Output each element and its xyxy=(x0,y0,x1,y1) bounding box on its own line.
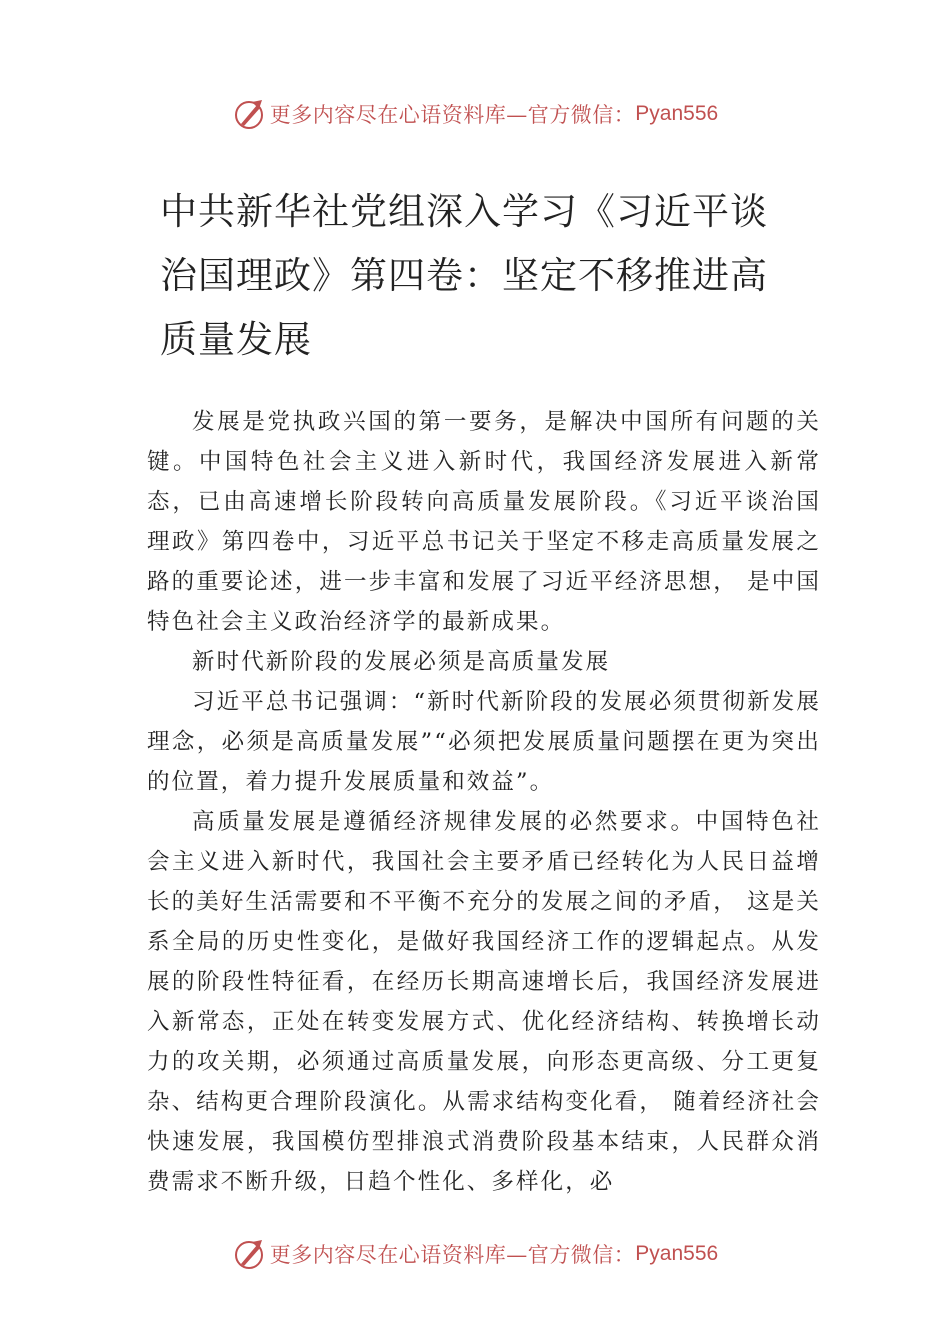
watermark-text: 更多内容尽在心语资料库—官方微信： xyxy=(269,103,636,127)
document-title: 中共新华社党组深入学习《习近平谈治国理政》第四卷：坚定不移推进高质量发展 xyxy=(160,190,768,361)
document-body xyxy=(147,402,821,1202)
paragraph: 习近平总书记强调：“新时代新阶段的发展必须贯彻新发展理念，必须是高质量发展”“必须把发展质量问题摆在更为突出的位置，着力提升发展质量和效益”。 xyxy=(147,689,821,795)
paragraph: 发展是党执政兴国的第一要务，是解决中国所有问题的关键。中国特色社会主义进入新时代，我国经济发展进入新常态，已由高速增长阶段转向高质量发展阶段。《习近平谈治国理政》第四卷中，习近平总书记关于坚定不移走高质量发展之路的重要论述，进一步丰富和发展了习近平经济思想， 是中国特色社会主义政治经济学的最新成果。 xyxy=(147,409,821,635)
footer-watermark xyxy=(0,1232,950,1276)
watermark-wechat-id: Pyan556 xyxy=(635,102,719,125)
section-heading: 新时代新阶段的发展必须是高质量发展 xyxy=(192,649,611,675)
watermark-text: 更多内容尽在心语资料库—官方微信： xyxy=(269,1243,636,1267)
quill-seal-icon xyxy=(232,97,266,131)
paragraph: 高质量发展是遵循经济规律发展的必然要求。中国特色社会主义进入新时代，我国社会主要矛盾已经转化为人民日益增长的美好生活需要和不平衡不充分的发展之间的矛盾， 这是关系全局的历史性变化，是做好我国经济工作的逻辑起点。从发展的阶段性特征看，在经历长期高速增长后，我国经济发展进入新常态，正处在转变发展方式、优化经济结构、转换增长动力的攻关期，必须通过高质量发展，向形态更高级、分工更复杂、结构更合理阶段演化。从需求结构变化看， 随着经济社会快速发展，我国模仿型排浪式消费阶段基本结束，人民群众消费需求不断升级，日趋个性化、多样化，必 xyxy=(147,809,821,1195)
watermark-wechat-id: Pyan556 xyxy=(635,1242,719,1265)
quill-seal-icon xyxy=(232,1237,266,1271)
header-watermark xyxy=(0,92,950,136)
